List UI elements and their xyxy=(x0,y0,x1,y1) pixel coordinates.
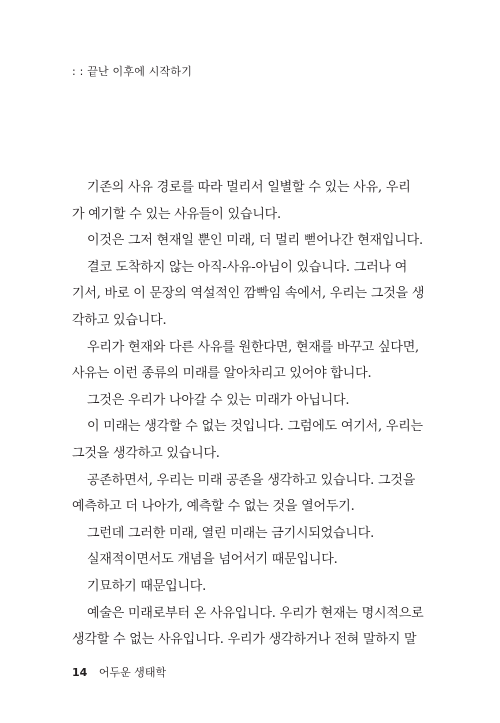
text-line: 예측하고 더 나아가, 예측할 수 없는 것을 열어두기. xyxy=(72,499,355,515)
text-line: 생각할 수 없는 사유입니다. 우리가 생각하거나 전혀 말하지 말 xyxy=(72,632,417,648)
text-line: 이 미래는 생각할 수 없는 것입니다. 그럼에도 여기서, 우리는 xyxy=(87,419,423,435)
text-line: 결코 도착하지 않는 아직-사유-아님이 있습니다. 그러나 여 xyxy=(87,259,408,275)
text-line: 기묘하기 때문입니다. xyxy=(87,578,207,594)
text-line: 기서, 바로 이 문장의 역설적인 깜빡임 속에서, 우리는 그것을 생 xyxy=(72,286,425,302)
text-line: 예술은 미래로부터 온 사유입니다. 우리가 현재는 명시적으로 xyxy=(87,605,424,621)
body-text xyxy=(72,175,425,654)
running-head: : : 끝난 이후에 시작하기 xyxy=(72,65,193,78)
page-number: 14 xyxy=(72,666,88,679)
text-line: 그것은 우리가 나아갈 수 있는 미래가 아닙니다. xyxy=(87,392,350,408)
text-line: 그런데 그러한 미래, 열린 미래는 금기시되었습니다. xyxy=(87,525,375,541)
text-line: 공존하면서, 우리는 미래 공존을 생각하고 있습니다. 그것을 xyxy=(87,472,416,488)
text-line: 기존의 사유 경로를 따라 멀리서 일별할 수 있는 사유, 우리 xyxy=(87,180,411,195)
text-line: 가 예기할 수 있는 사유들이 있습니다. xyxy=(72,206,281,222)
text-line: 사유는 이런 종류의 미래를 알아차리고 있어야 합니다. xyxy=(72,366,372,382)
book-title: 어두운 생태학 xyxy=(98,666,167,679)
text-line: 우리가 현재와 다른 사유를 원한다면, 현재를 바꾸고 싶다면, xyxy=(87,339,419,355)
text-line: 실재적이면서도 개념을 넘어서기 때문입니다. xyxy=(87,552,338,568)
text-line: 각하고 있습니다. xyxy=(72,312,167,328)
text-line: 이것은 그저 현재일 뿐인 미래, 더 멀리 뻗어나간 현재입니다. xyxy=(87,233,423,249)
page-footer xyxy=(72,664,166,680)
text-line: 그것을 생각하고 있습니다. xyxy=(72,445,220,461)
